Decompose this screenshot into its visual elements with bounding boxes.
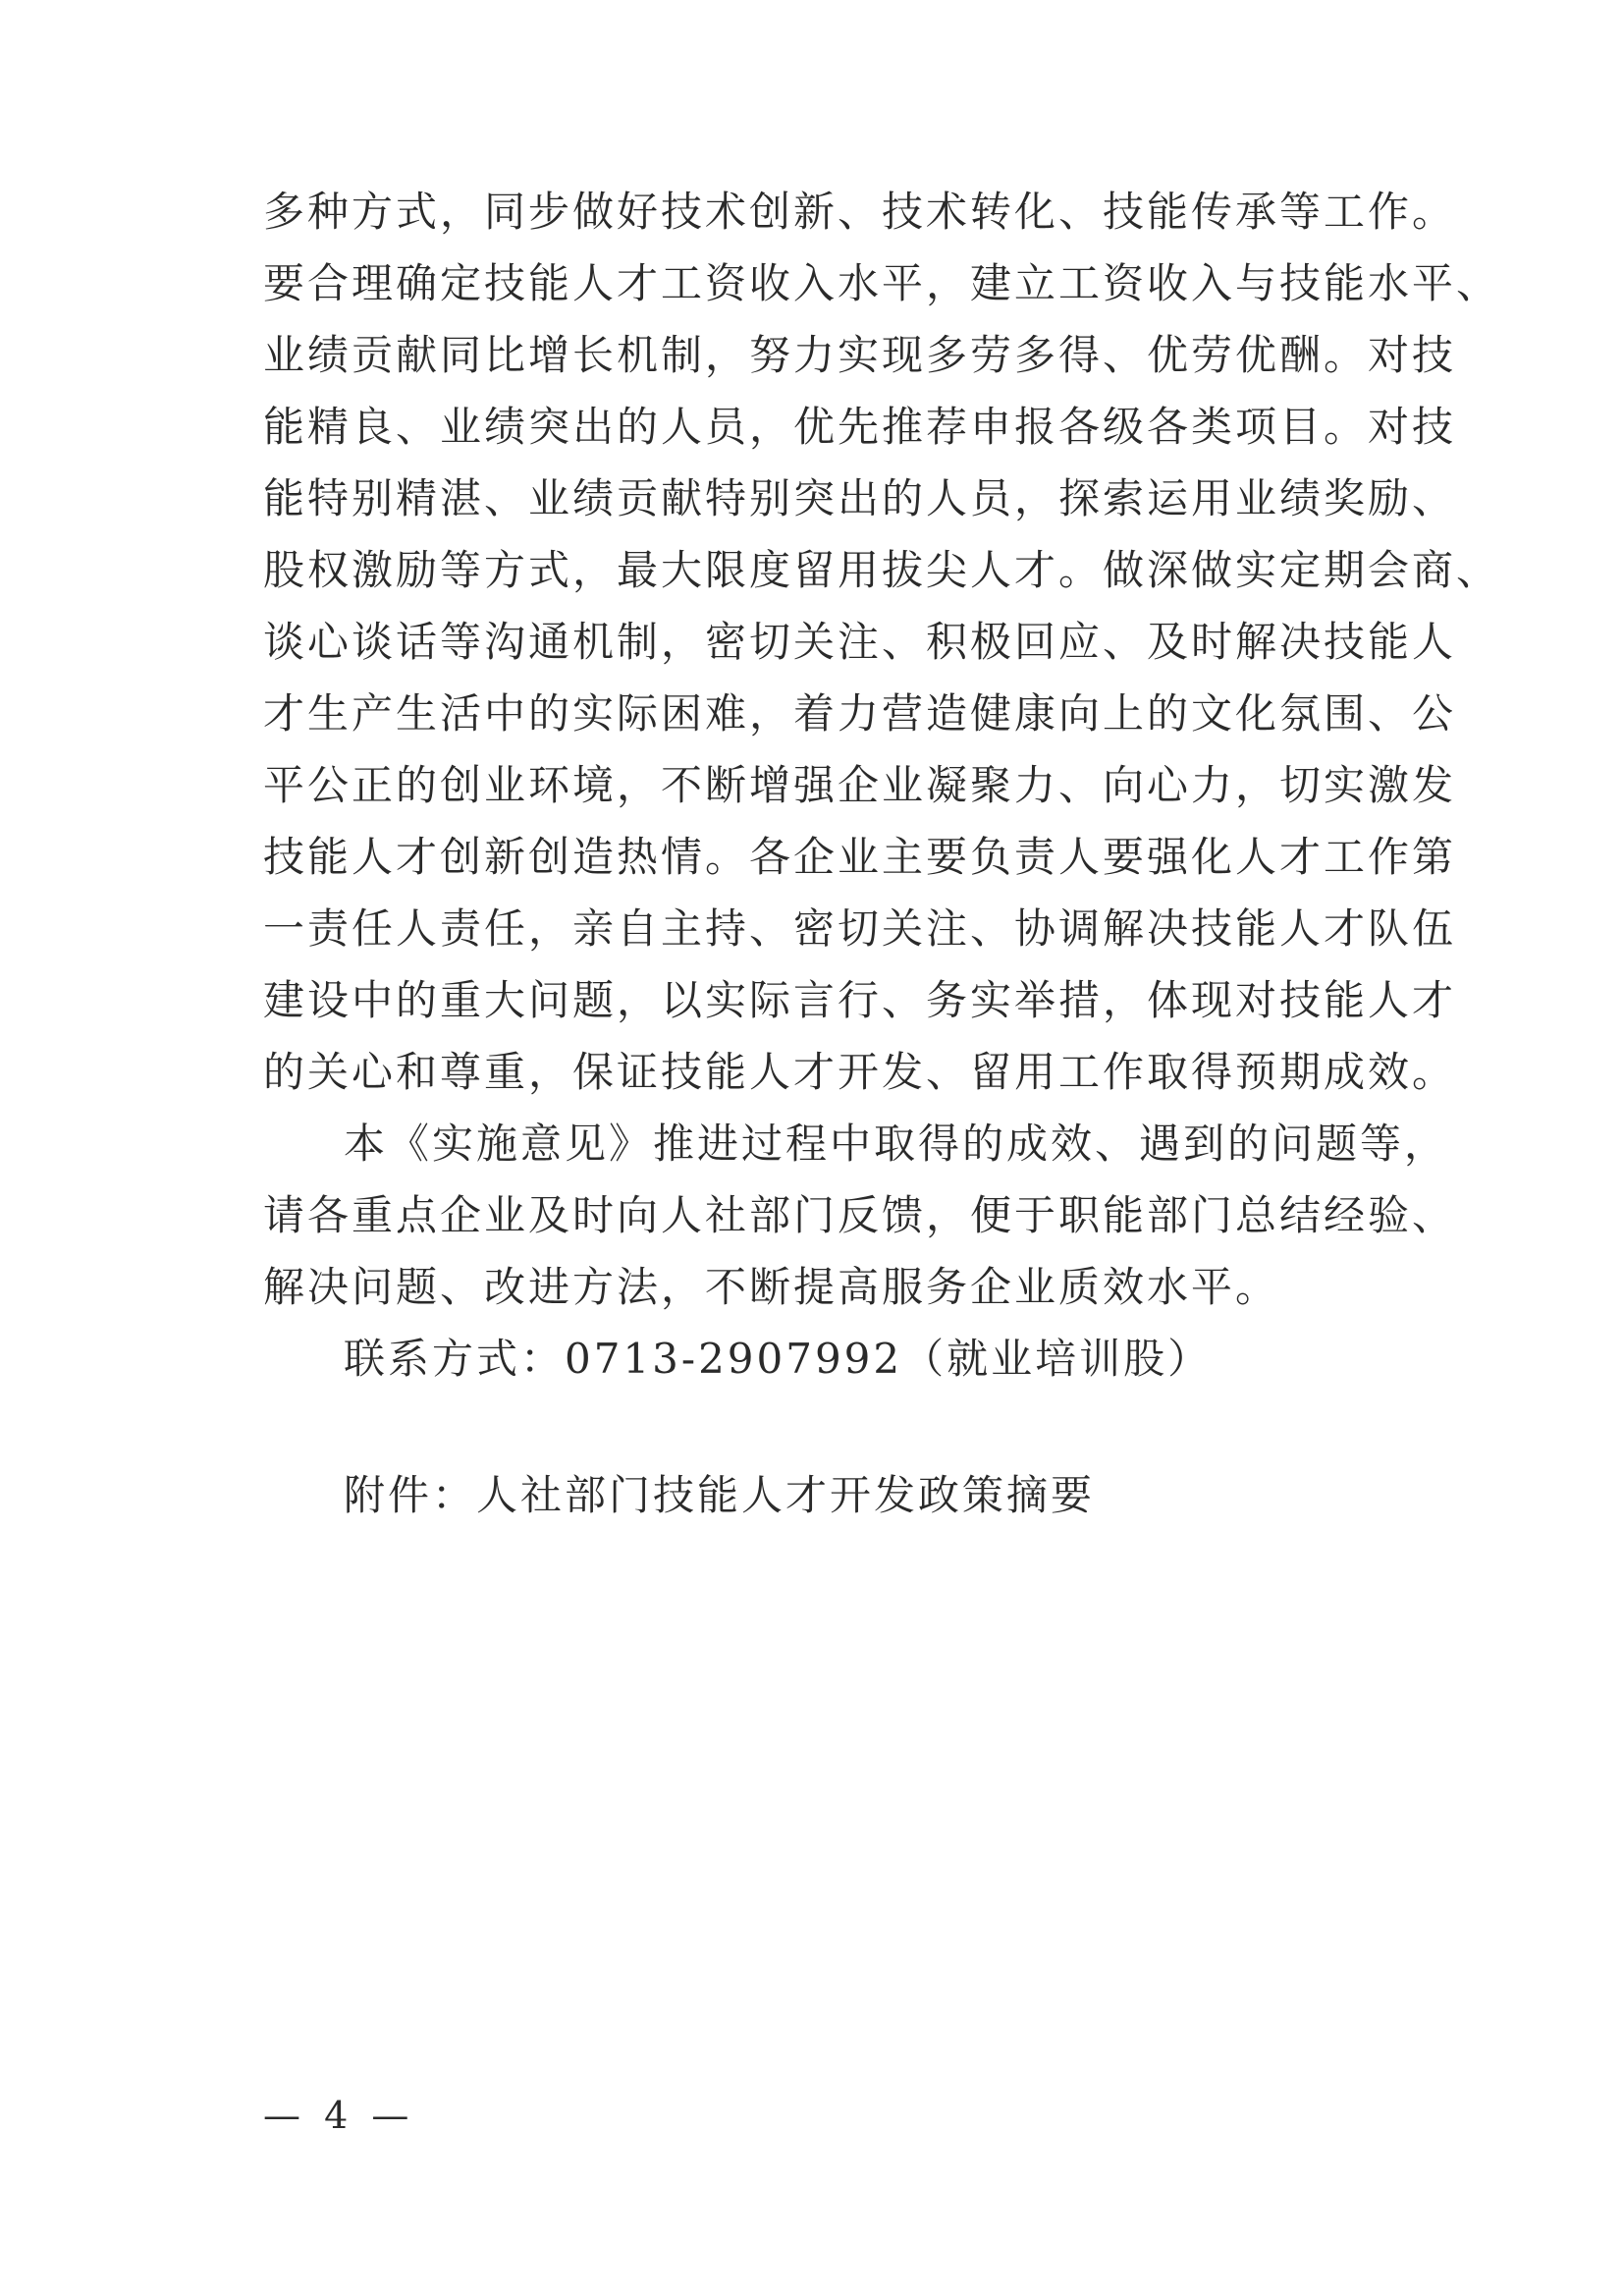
paragraph-2-line-1: 本《实施意见》推进过程中取得的成效、遇到的问题等，: [344, 1120, 1449, 1168]
paragraph-2-line-2: 请各重点企业及时向人社部门反馈，便于职能部门总结经验、: [263, 1191, 1457, 1239]
paragraph-1-line-1: 多种方式，同步做好技术创新、技术转化、技能传承等工作。: [263, 188, 1457, 236]
contact-line: 联系方式：0713-2907992（就业培训股）: [344, 1335, 1213, 1383]
paragraph-1-line-8: 才生产生活中的实际困难，着力营造健康向上的文化氛围、公: [263, 689, 1457, 738]
paragraph-2-line-3: 解决问题、改进方法，不断提高服务企业质效水平。: [263, 1263, 1280, 1311]
paragraph-1-line-13: 的关心和尊重，保证技能人才开发、留用工作取得预期成效。: [263, 1048, 1457, 1096]
paragraph-1-line-2: 要合理确定技能人才工资收入水平，建立工资收入与技能水平、: [263, 259, 1501, 307]
paragraph-1-line-4: 能精良、业绩突出的人员，优先推荐申报各级各类项目。对技: [263, 403, 1457, 451]
paragraph-1-line-12: 建设中的重大问题，以实际言行、务实举措，体现对技能人才: [263, 976, 1457, 1024]
paragraph-1-line-3: 业绩贡献同比增长机制，努力实现多劳多得、优劳优酬。对技: [263, 331, 1457, 379]
attachment-line: 附件：人社部门技能人才开发政策摘要: [344, 1471, 1096, 1519]
paragraph-1-line-5: 能特别精湛、业绩贡献特别突出的人员，探索运用业绩奖励、: [263, 474, 1457, 522]
paragraph-1-line-7: 谈心谈话等沟通机制，密切关注、积极回应、及时解决技能人: [263, 618, 1457, 666]
page-number: — 4 —: [263, 2094, 415, 2137]
paragraph-1-line-9: 平公正的创业环境，不断增强企业凝聚力、向心力，切实激发: [263, 761, 1457, 809]
paragraph-1-line-6: 股权激励等方式，最大限度留用拔尖人才。做深做实定期会商、: [263, 546, 1501, 594]
paragraph-1-line-10: 技能人才创新创造热情。各企业主要负责人要强化人才工作第: [263, 833, 1457, 881]
paragraph-1-line-11: 一责任人责任，亲自主持、密切关注、协调解决技能人才队伍: [263, 904, 1457, 953]
